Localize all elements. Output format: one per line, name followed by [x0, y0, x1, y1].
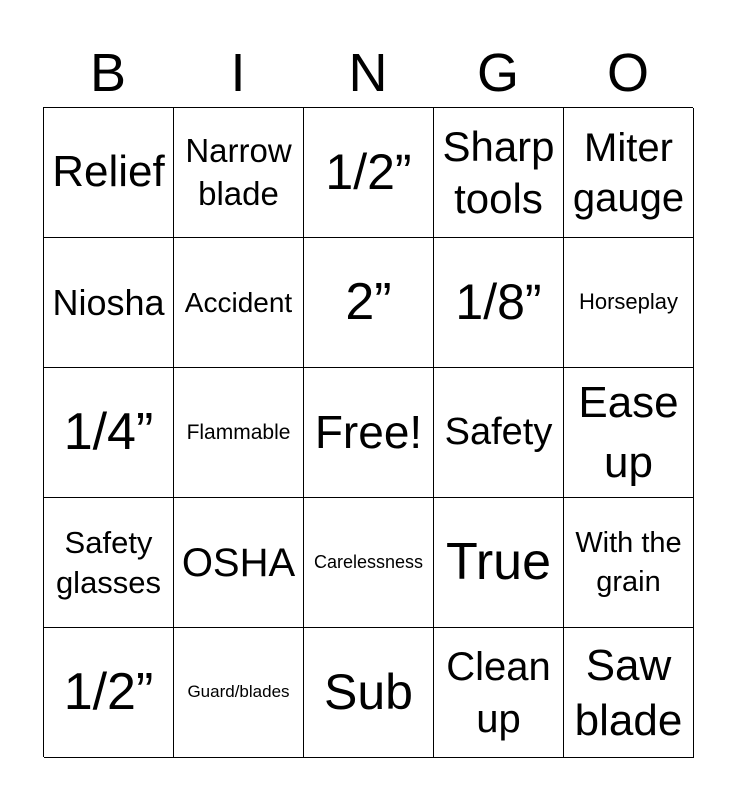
bingo-cell-r1-c3[interactable] [304, 108, 434, 238]
bingo-cell-text: Horseplay [578, 289, 679, 315]
bingo-cell-text: Carelessness [313, 551, 424, 572]
bingo-cell-text: With the grain [575, 526, 682, 598]
bingo-cell-text: Narrow blade [185, 132, 292, 212]
bingo-cell-r1-c1[interactable] [44, 108, 174, 238]
bingo-cell-r4-c4[interactable] [434, 498, 564, 628]
bingo-cell-text: 1/2” [325, 144, 412, 200]
bingo-cell-r1-c2[interactable] [174, 108, 304, 238]
bingo-cell-r5-c1[interactable] [44, 628, 174, 758]
bingo-cell-text: 1/4” [63, 402, 154, 461]
bingo-cell-text: Flammable [186, 420, 291, 444]
header-letter-n: N [348, 43, 388, 103]
bingo-cell-r4-c2[interactable] [174, 498, 304, 628]
bingo-cell-r2-c5[interactable] [564, 238, 694, 368]
bingo-cell-text: Clean up [446, 644, 551, 741]
bingo-cell-r3-c4[interactable] [434, 368, 564, 498]
bingo-cell-r3-c2[interactable] [174, 368, 304, 498]
bingo-cell-text: Guard/blades [187, 682, 290, 702]
bingo-cell-r3-c3[interactable] [304, 368, 434, 498]
bingo-cell-text: Sharp tools [442, 123, 555, 222]
bingo-cell-text: 1/8” [455, 274, 542, 330]
header-letter-i: I [230, 43, 246, 103]
bingo-cell-text: Relief [52, 147, 165, 197]
bingo-cell-r3-c1[interactable] [44, 368, 174, 498]
bingo-cell-r1-c5[interactable] [564, 108, 694, 238]
bingo-cell-text: 1/2” [63, 662, 154, 721]
bingo-cell-r4-c1[interactable] [44, 498, 174, 628]
bingo-cell-r5-c4[interactable] [434, 628, 564, 758]
bingo-cell-text: Miter gauge [572, 125, 685, 220]
bingo-cell-text: Saw blade [574, 640, 683, 745]
bingo-cell-r4-c3[interactable] [304, 498, 434, 628]
bingo-cell-r5-c3[interactable] [304, 628, 434, 758]
bingo-cell-text: Safety glasses [55, 524, 162, 600]
bingo-cell-text: 2” [345, 272, 392, 331]
bingo-cell-r5-c2[interactable] [174, 628, 304, 758]
bingo-cell-r3-c5[interactable] [564, 368, 694, 498]
bingo-cell-r1-c4[interactable] [434, 108, 564, 238]
bingo-cell-r5-c5[interactable] [564, 628, 694, 758]
bingo-cell-r2-c3[interactable] [304, 238, 434, 368]
bingo-cell-r2-c4[interactable] [434, 238, 564, 368]
bingo-cell-text: True [446, 532, 551, 591]
bingo-cell-text: Accident [184, 286, 293, 318]
header-letter-g: G [476, 43, 519, 103]
bingo-cell-r2-c1[interactable] [44, 238, 174, 368]
header-letter-o: O [606, 43, 649, 103]
header-letter-b: B [89, 43, 127, 103]
bingo-cell-text: Free! [314, 406, 423, 459]
bingo-board [43, 107, 693, 757]
bingo-header [43, 40, 693, 106]
bingo-cell-text: OSHA [181, 540, 296, 585]
bingo-cell-r4-c5[interactable] [564, 498, 694, 628]
bingo-cell-text: Sub [324, 664, 413, 720]
bingo-cell-text: Safety [444, 410, 553, 453]
bingo-cell-r2-c2[interactable] [174, 238, 304, 368]
bingo-cell-text: Niosha [52, 281, 165, 323]
bingo-cell-text: Ease up [578, 377, 679, 487]
